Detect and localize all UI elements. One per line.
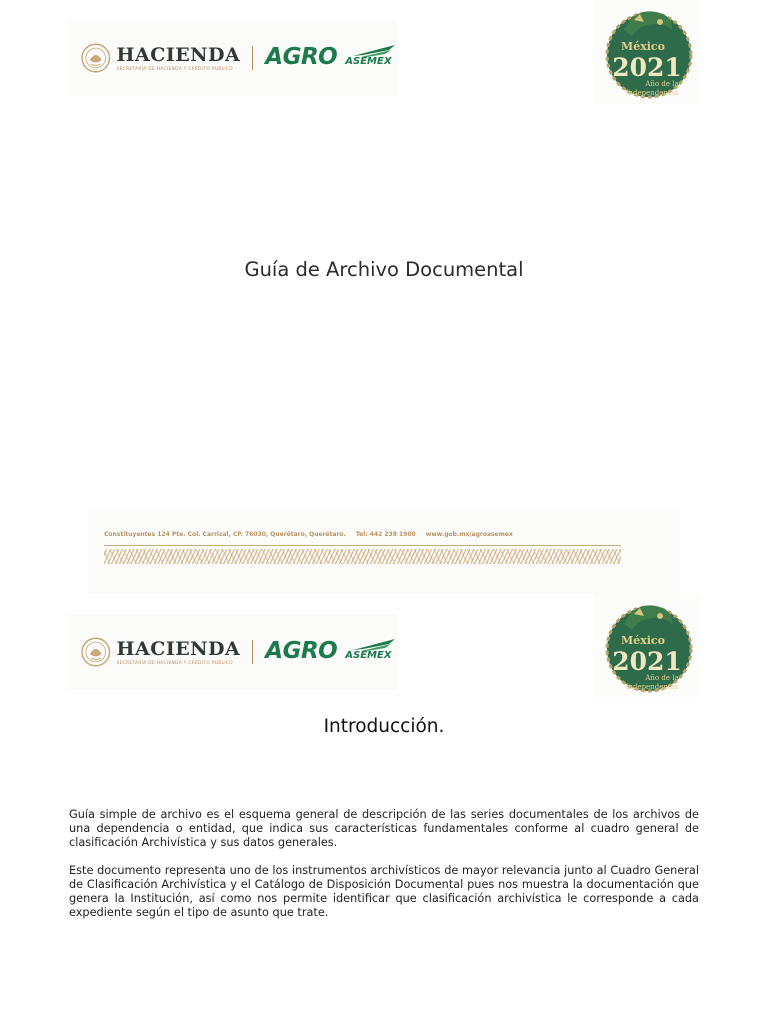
mexico-seal-icon (81, 43, 111, 73)
asemex-name: ASEMEX (345, 650, 392, 661)
agro-name: AGRO (265, 638, 338, 664)
year-2021-logo (594, 0, 700, 104)
footer-phone: Tel: 442 238 1900 (355, 531, 416, 538)
mexico-seal-icon (81, 637, 111, 667)
year-logo-motto-1: Año de la (645, 674, 679, 682)
year-logo-motto-2: Independencia (625, 683, 679, 691)
year-logo-country: México (621, 40, 665, 53)
intro-heading: Introducción. (323, 716, 445, 737)
agro-name: AGRO (265, 44, 338, 70)
agroasemex-logo (265, 632, 398, 672)
header-logo-band-page2 (68, 614, 398, 690)
hacienda-name: HACIENDA (116, 43, 241, 66)
year-logo-year: 2021 (612, 647, 682, 676)
intro-paragraph-2: Este documento representa uno de los instrumentos archivísticos de mayor relevancia junto al Cuadro General de Clasificación Archivística y el Catálogo de Disposición Documental pues nos muestra la documentación que genera la Institución, así como nos permite identificar que clasificación archivística le corresponde a cada expediente según el tipo de asunto que trate. (69, 864, 699, 919)
logo-divider (252, 46, 253, 70)
footer-contact (104, 531, 513, 538)
hacienda-subtitle: SECRETARÍA DE HACIENDA Y CRÉDITO PÚBLICO (116, 66, 234, 72)
intro-paragraph-1: Guía simple de archivo es el esquema general de descripción de las series documentales de los archivos de una dependencia o entidad, que indica sus características fundamentales conforme al cuadro general de clasificación Archivística y sus datos generales. (69, 808, 699, 849)
footer-website[interactable]: www.gob.mx/agroasemex (425, 531, 513, 538)
quetzalcoatl-2021-logo (594, 594, 700, 698)
year-logo-country: México (621, 634, 665, 647)
hacienda-name: HACIENDA (116, 637, 241, 660)
footer-ornament-pattern (104, 549, 621, 564)
header-logo-band (68, 20, 398, 96)
hacienda-subtitle: SECRETARÍA DE HACIENDA Y CRÉDITO PÚBLICO (116, 660, 234, 666)
year-2021-logo-page2 (594, 594, 700, 698)
asemex-name: ASEMEX (345, 56, 392, 67)
year-logo-motto-2: Independencia (625, 89, 679, 97)
footer-band (88, 508, 680, 594)
document-title: Guía de Archivo Documental (244, 258, 524, 281)
year-logo-year: 2021 (612, 53, 682, 82)
year-logo-motto-1: Año de la (645, 80, 679, 88)
logo-divider (252, 640, 253, 664)
footer-divider (104, 545, 621, 546)
quetzalcoatl-2021-logo (594, 0, 700, 104)
footer-address: Constituyentes 124 Pte. Col. Carrizal, CP. 76030, Querétaro, Querétaro. (104, 531, 346, 538)
agroasemex-logo (265, 38, 398, 78)
